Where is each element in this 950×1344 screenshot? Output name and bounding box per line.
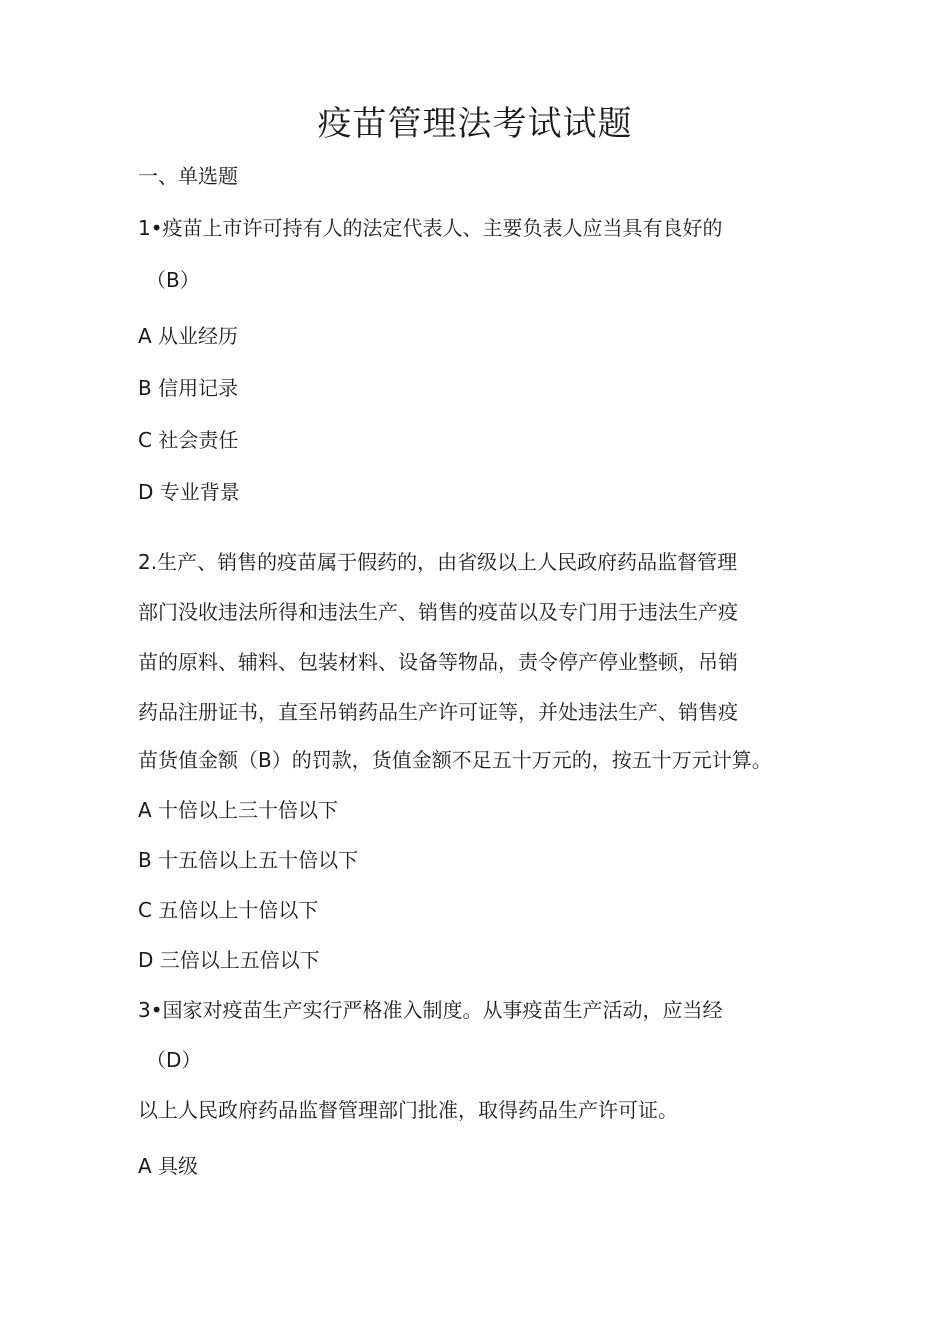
question-3-option-a: A 具级 <box>138 1154 199 1178</box>
question-3-answer: （D） <box>146 1048 202 1072</box>
question-2-stem-line: 药品注册证书，直至吊销药品生产许可证等，并处违法生产、销售疫 <box>138 700 738 724</box>
question-2-option-d: D 三倍以上五倍以下 <box>138 948 320 972</box>
question-1-option-d: D 专业背景 <box>138 480 240 504</box>
question-2-option-c: C 五倍以上十倍以下 <box>138 898 319 922</box>
question-1-option-a: A 从业经历 <box>138 324 239 348</box>
question-2-stem-line: 苗货值金额（B）的罚款，货值金额不足五十万元的，按五十万元计算。 <box>138 748 772 772</box>
question-1-answer: （B） <box>146 268 200 292</box>
question-1-stem: 1•疫苗上市许可持有人的法定代表人、主要负表人应当具有良好的 <box>138 216 723 240</box>
document-title: 疫苗管理法考试试题 <box>317 104 633 144</box>
question-3-stem: 3•国家对疫苗生产实行严格准入制度。从事疫苗生产活动，应当经 <box>138 998 723 1022</box>
question-1-option-b: B 信用记录 <box>138 376 239 400</box>
question-2-stem-line: 部门没收违法所得和违法生产、销售的疫苗以及专门用于违法生产疫 <box>138 600 738 624</box>
question-2-stem-line: 2.生产、销售的疫苗属于假药的，由省级以上人民政府药品监督管理 <box>138 550 738 574</box>
question-2-option-a: A 十倍以上三十倍以下 <box>138 798 339 822</box>
question-2-stem-line: 苗的原料、辅料、包装材料、设备等物品，责令停产停业整顿，吊销 <box>138 650 738 674</box>
question-3-stem-continued: 以上人民政府药品监督管理部门批准，取得药品生产许可证。 <box>138 1098 678 1122</box>
question-2-option-b: B 十五倍以上五十倍以下 <box>138 848 359 872</box>
section-heading: 一、单选题 <box>138 164 238 188</box>
question-1-option-c: C 社会责任 <box>138 428 239 452</box>
